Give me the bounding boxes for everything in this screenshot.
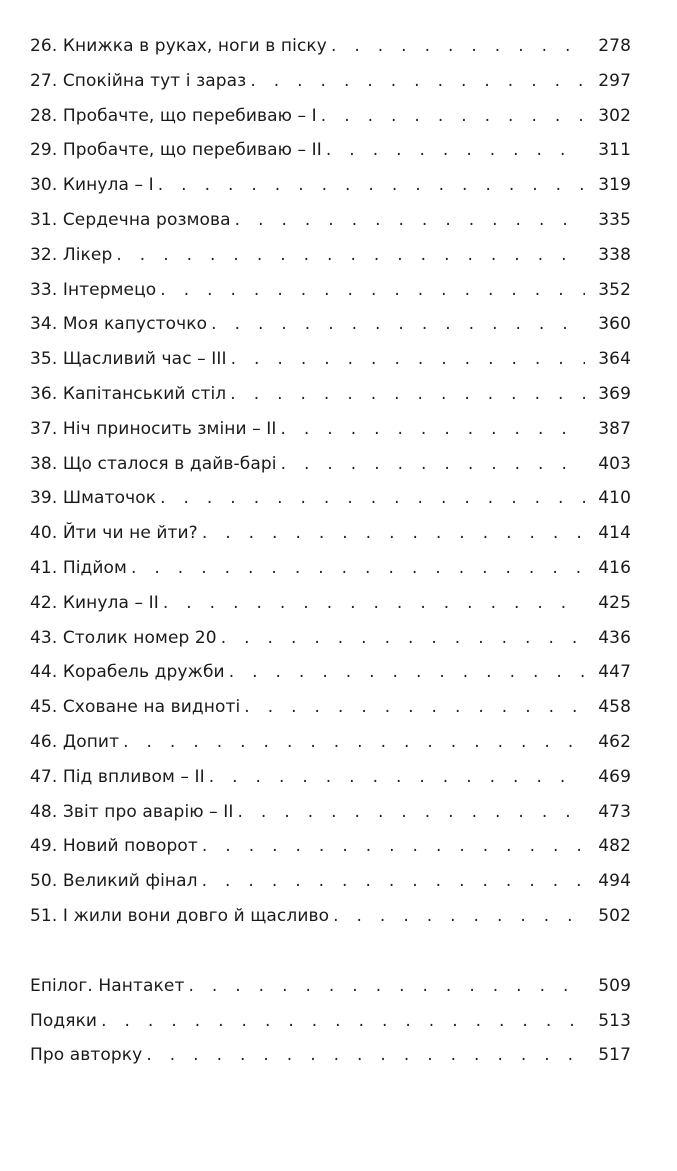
page-number: 387 [598, 418, 631, 439]
page-number: 297 [598, 70, 631, 91]
page-number: 352 [598, 279, 631, 300]
page-number: 360 [598, 314, 631, 335]
dot-leader [326, 133, 585, 168]
page-number: 469 [598, 766, 631, 787]
entry-title: 35. Щасливий час – III [30, 349, 227, 370]
entry-title: 43. Столик номер 20 [30, 627, 217, 648]
page-number: 416 [598, 557, 631, 578]
toc-entry [30, 829, 631, 864]
entry-title: 36. Капітанський стіл [30, 383, 227, 404]
entry-title: 47. Під впливом – II [30, 766, 205, 787]
dot-leader [280, 412, 585, 447]
entry-title: Подяки [30, 1010, 98, 1031]
page-number: 364 [598, 349, 631, 370]
toc-entry [30, 899, 631, 934]
page-number: 319 [598, 175, 631, 196]
page-number: 517 [598, 1045, 631, 1066]
entry-title: 50. Великий фінал [30, 871, 198, 892]
page-number: 447 [598, 662, 631, 683]
toc-entry [30, 307, 631, 342]
dot-leader [202, 829, 585, 864]
dot-leader [331, 29, 585, 64]
entry-title: 46. Допит [30, 731, 120, 752]
entry-title: 40. Йти чи не йти? [30, 523, 198, 544]
toc-entry [30, 238, 631, 273]
entry-title: 49. Новий поворот [30, 836, 198, 857]
entry-title: 41. Підйом [30, 557, 127, 578]
dot-leader [123, 725, 585, 760]
toc-entry [30, 29, 631, 64]
dot-leader [188, 969, 585, 1004]
dot-leader [321, 99, 585, 134]
section-gap [30, 934, 631, 969]
toc-entry [30, 342, 631, 377]
dot-leader [209, 760, 585, 795]
page-number: 509 [598, 975, 631, 996]
dot-leader [116, 238, 585, 273]
dot-leader [160, 273, 585, 308]
toc-entry [30, 377, 631, 412]
page-number: 311 [598, 140, 631, 161]
toc-entry [30, 864, 631, 899]
dot-leader [211, 307, 585, 342]
toc-entry [30, 795, 631, 830]
toc-entry [30, 690, 631, 725]
dot-leader [163, 586, 585, 621]
toc-entry [30, 64, 631, 99]
entry-title: 29. Пробачте, що перебиваю – II [30, 140, 322, 161]
entry-title: 48. Звіт про аварію – II [30, 801, 234, 822]
dot-leader [231, 342, 585, 377]
page-number: 473 [598, 801, 631, 822]
entry-title: 30. Кинула – I [30, 175, 154, 196]
dot-leader [160, 481, 585, 516]
toc-entry [30, 760, 631, 795]
dot-leader [244, 690, 585, 725]
page-number: 462 [598, 731, 631, 752]
page-number: 482 [598, 836, 631, 857]
page-number: 338 [598, 244, 631, 265]
page-number: 410 [598, 488, 631, 509]
dot-leader [101, 1004, 585, 1039]
toc-entry-back-matter [30, 969, 631, 1004]
toc-entry [30, 655, 631, 690]
dot-leader [158, 168, 585, 203]
toc-entry [30, 586, 631, 621]
entry-title: 44. Корабель дружби [30, 662, 225, 683]
page-number: 278 [598, 36, 631, 56]
entry-title: 38. Що сталося в дайв-барі [30, 453, 277, 474]
page-number: 403 [598, 453, 631, 474]
dot-leader [250, 64, 585, 99]
page-number: 335 [598, 209, 631, 230]
entry-title: 32. Лікер [30, 244, 113, 265]
entry-title: 28. Пробачте, що перебиваю – I [30, 105, 317, 126]
entry-title: 26. Книжка в руках, ноги в піску [30, 36, 327, 56]
dot-leader [221, 621, 585, 656]
entry-title: 45. Сховане на видноті [30, 697, 241, 718]
page-number: 302 [598, 105, 631, 126]
dot-leader [202, 516, 585, 551]
dot-leader [131, 551, 585, 586]
toc-entry [30, 99, 631, 134]
toc-entry-back-matter [30, 1004, 631, 1039]
toc-entry [30, 133, 631, 168]
page-number: 414 [598, 523, 631, 544]
toc-entry [30, 481, 631, 516]
dot-leader [229, 655, 585, 690]
toc-entry [30, 273, 631, 308]
entry-title: 31. Сердечна розмова [30, 209, 231, 230]
page-number: 513 [598, 1010, 631, 1031]
toc-entry [30, 447, 631, 482]
dot-leader [230, 377, 585, 412]
dot-leader [281, 447, 585, 482]
toc-entry [30, 168, 631, 203]
page-number: 458 [598, 697, 631, 718]
dot-leader [333, 899, 585, 934]
entry-title: Епілог. Нантакет [30, 975, 185, 996]
dot-leader [238, 795, 585, 830]
entry-title: 27. Спокійна тут і зараз [30, 70, 247, 91]
chapter-list [30, 29, 631, 934]
toc-entry [30, 551, 631, 586]
entry-title: 51. І жили вони довго й щасливо [30, 905, 330, 926]
toc-entry-back-matter [30, 1038, 631, 1073]
back-matter-list [30, 969, 631, 1073]
dot-leader [202, 864, 585, 899]
dot-leader [146, 1038, 585, 1073]
toc-entry [30, 412, 631, 447]
page-number: 369 [598, 383, 631, 404]
toc-entry [30, 203, 631, 238]
entry-title: 39. Шматочок [30, 488, 157, 509]
page-number: 436 [598, 627, 631, 648]
page-number: 425 [598, 592, 631, 613]
toc-entry [30, 725, 631, 760]
table-of-contents [30, 29, 631, 1073]
entry-title: Про авторку [30, 1045, 143, 1066]
dot-leader [235, 203, 585, 238]
page-number: 502 [598, 905, 631, 926]
entry-title: 34. Моя капусточко [30, 314, 208, 335]
toc-entry [30, 621, 631, 656]
entry-title: 37. Ніч приносить зміни – II [30, 418, 277, 439]
toc-entry [30, 516, 631, 551]
entry-title: 33. Інтермецо [30, 279, 157, 300]
page-number: 494 [598, 871, 631, 892]
entry-title: 42. Кинула – II [30, 592, 159, 613]
